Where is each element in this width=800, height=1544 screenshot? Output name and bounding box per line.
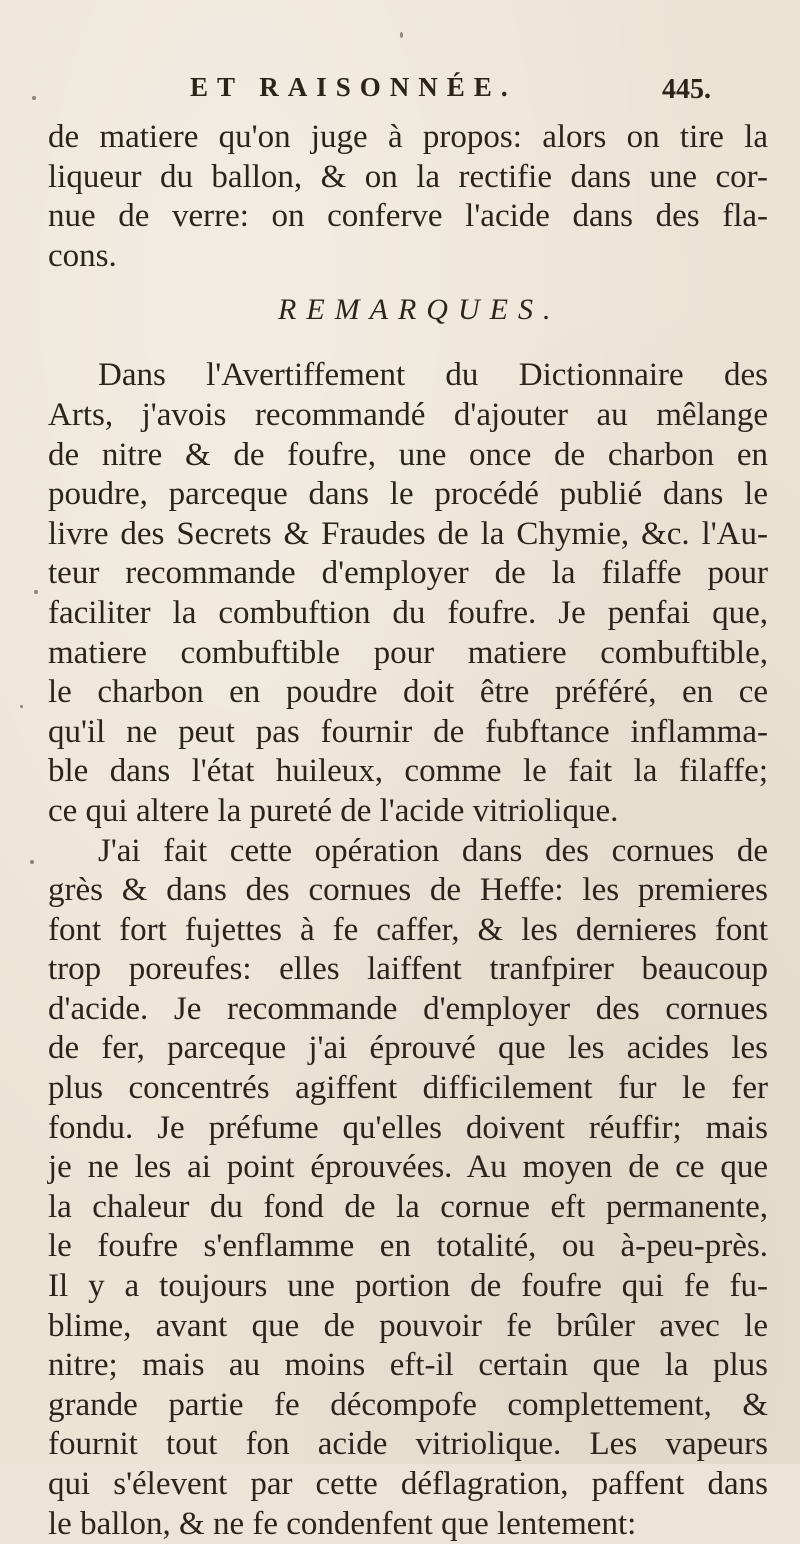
- text-line: qu'il ne peut pas fournir de fubftance inflamma-: [48, 713, 768, 753]
- text-line: de nitre & de foufre, une once de charbon en: [48, 436, 768, 476]
- text-line: font fort fujettes à fe caffer, & les dernieres font: [48, 911, 768, 951]
- text-line: de fer, parceque j'ai éprouvé que les acides les: [48, 1029, 768, 1069]
- text-line: ce qui altere la pureté de l'acide vitriolique.: [48, 792, 768, 832]
- text-line: je ne les ai point éprouvées. Au moyen de ce que: [48, 1148, 768, 1188]
- text-line: qui s'élevent par cette déflagration, paffent dans: [48, 1465, 768, 1505]
- text-line: fondu. Je préfume qu'elles doivent réuffir; mais: [48, 1109, 768, 1149]
- text-line: faciliter la combuftion du foufre. Je penfai que,: [48, 594, 768, 634]
- text-line: le ballon, & ne fe condenfent que lentement:: [48, 1505, 768, 1544]
- text-line: blime, avant que de pouvoir fe brûler avec le: [48, 1307, 768, 1347]
- text-line: de matiere qu'on juge à propos: alors on tire la: [48, 118, 768, 158]
- text-line: matiere combuftible pour matiere combuftible,: [48, 634, 768, 674]
- text-line: Dans l'Avertiffement du Dictionnaire des: [48, 356, 768, 396]
- text-line: grande partie fe décompofe complettement, &: [48, 1386, 768, 1426]
- text-line: fournit tout fon acide vitriolique. Les vapeurs: [48, 1425, 768, 1465]
- opening-paragraph: [48, 118, 768, 276]
- text-line: trop poreufes: elles laiffent tranfpirer beaucoup: [48, 950, 768, 990]
- paragraph-remarques-1: [48, 356, 768, 831]
- text-line: teur recommande d'employer de la filaffe pour: [48, 554, 768, 594]
- text-line: le charbon en poudre doit être préféré, en ce: [48, 673, 768, 713]
- paper-speck: [30, 860, 34, 864]
- text-line: Il y a toujours une portion de foufre qui fe fu-: [48, 1267, 768, 1307]
- text-line: plus concentrés agiffent difficilement fur le fer: [48, 1069, 768, 1109]
- body-text: [48, 118, 768, 1544]
- text-line: ble dans l'état huileux, comme le fait la filaffe;: [48, 752, 768, 792]
- text-line: liqueur du ballon, & on la rectifie dans une cor-: [48, 158, 768, 198]
- paper-speck: [32, 96, 36, 100]
- running-title: ET RAISONNÉE.: [190, 72, 517, 103]
- text-line: Arts, j'avois recommandé d'ajouter au mêlange: [48, 396, 768, 436]
- section-heading: REMARQUES.: [278, 290, 768, 330]
- text-line: d'acide. Je recommande d'employer des cornues: [48, 990, 768, 1030]
- text-line: nue de verre: on conferve l'acide dans des fla-: [48, 197, 768, 237]
- text-line: livre des Secrets & Fraudes de la Chymie, &c. l'Au-: [48, 515, 768, 555]
- text-line: grès & dans des cornues de Heffe: les premieres: [48, 871, 768, 911]
- paper-speck: [20, 705, 23, 708]
- text-line: le foufre s'enflamme en totalité, ou à-peu-près.: [48, 1227, 768, 1267]
- paragraph-remarques-2: [48, 832, 768, 1544]
- page-number: 445.: [662, 74, 711, 106]
- text-line: nitre; mais au moins eft-il certain que la plus: [48, 1346, 768, 1386]
- paper-speck: [34, 590, 38, 594]
- text-line: la chaleur du fond de la cornue eft permanente,: [48, 1188, 768, 1228]
- text-line: poudre, parceque dans le procédé publié dans le: [48, 475, 768, 515]
- text-line: cons.: [48, 237, 768, 277]
- paper-speck: [400, 32, 403, 38]
- text-line: J'ai fait cette opération dans des cornues de: [48, 832, 768, 872]
- page-header: [0, 72, 800, 108]
